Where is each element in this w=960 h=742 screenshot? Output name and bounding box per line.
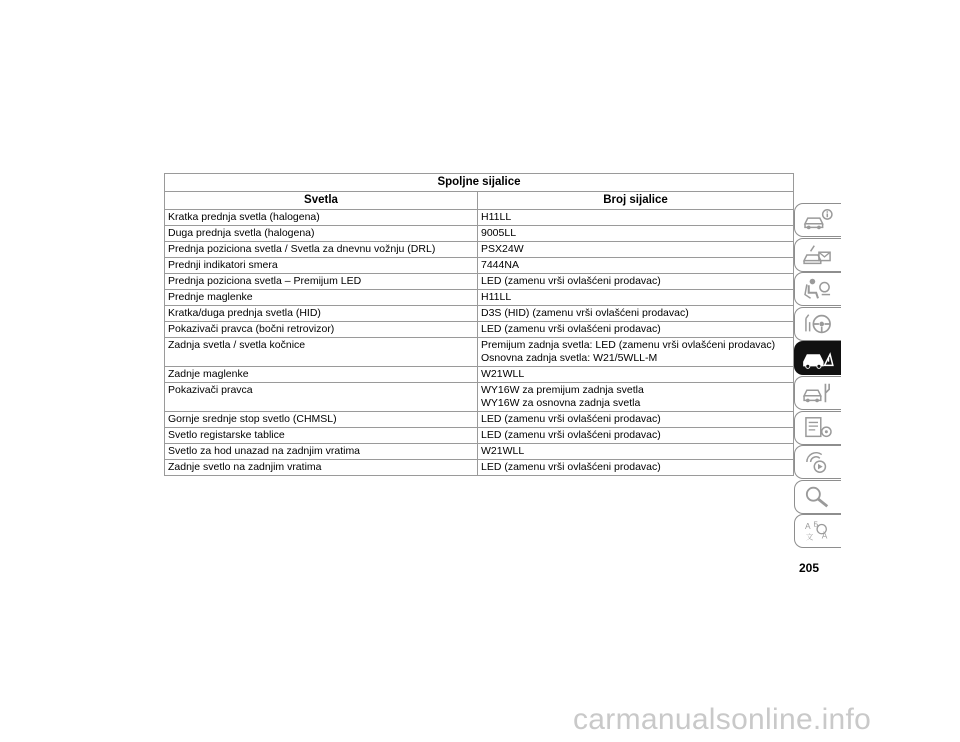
table-row [165, 210, 794, 226]
bulb-cell [478, 322, 794, 338]
bulb-value: WY16W za osnovna zadnja svetla [481, 397, 641, 409]
bulb-cell [478, 444, 794, 460]
bulb-cell [478, 258, 794, 274]
bulb-cell [478, 460, 794, 476]
table-row [165, 383, 794, 412]
car-key-icon [801, 242, 835, 268]
watermark: carmanualsonline.info [573, 703, 872, 736]
bulb-value: LED (zamenu vrši ovlašćeni prodavac) [481, 429, 661, 441]
bulb-value: LED (zamenu vrši ovlašćeni prodavac) [481, 323, 661, 335]
bulb-value: D3S (HID) (zamenu vrši ovlašćeni prodavac) [481, 307, 689, 319]
svg-text:Б: Б [813, 519, 819, 529]
light-cell: Kratka prednja svetla (halogena) [165, 210, 478, 226]
table-title: Spoljne sijalice [165, 174, 794, 192]
table-row [165, 460, 794, 476]
table-row [165, 226, 794, 242]
table-row [165, 412, 794, 428]
light-cell: Zadnje svetlo na zadnjim vratima [165, 460, 478, 476]
bulb-cell [478, 338, 794, 367]
bulb-cell [478, 226, 794, 242]
bulb-cell [478, 367, 794, 383]
bulb-cell [478, 412, 794, 428]
table-row [165, 274, 794, 290]
bulb-value: WY16W za premijum zadnja svetla [481, 384, 644, 396]
bulb-value: H11LL [481, 291, 512, 303]
car-info-icon [801, 207, 835, 233]
light-cell: Gornje srednje stop svetlo (CHMSL) [165, 412, 478, 428]
car-warning-icon [801, 345, 835, 371]
chapter-tab-languages[interactable] [794, 514, 841, 548]
column-header-light: Svetla [165, 192, 478, 210]
chapter-tab-car-info[interactable] [794, 203, 841, 237]
light-cell: Pokazivači pravca [165, 383, 478, 412]
table-row [165, 428, 794, 444]
bulb-value: LED (zamenu vrši ovlašćeni prodavac) [481, 461, 661, 473]
languages-icon [801, 518, 835, 544]
exterior-bulbs-table [164, 173, 794, 476]
bulb-value: H11LL [481, 211, 512, 223]
steering-wheel-icon [801, 311, 835, 337]
bulb-cell [478, 428, 794, 444]
column-header-bulb: Broj sijalice [478, 192, 794, 210]
svg-text:A: A [805, 521, 811, 532]
magnifier-icon [801, 484, 835, 510]
bulb-value: Premijum zadnja svetla: LED (zamenu vrši ovlašćeni prodavac) [481, 339, 776, 351]
bulb-cell [478, 210, 794, 226]
bulb-value: W21WLL [481, 368, 525, 380]
multimedia-icon [801, 449, 835, 475]
light-cell: Svetlo za hod unazad na zadnjim vratima [165, 444, 478, 460]
maintenance-list-icon [801, 415, 835, 441]
bulb-value: LED (zamenu vrši ovlašćeni prodavac) [481, 275, 661, 287]
bulb-value: Osnovna zadnja svetla: W21/5WLL-M [481, 352, 658, 364]
light-cell: Svetlo registarske tablice [165, 428, 478, 444]
table-row [165, 338, 794, 367]
bulb-value: PSX24W [481, 243, 524, 255]
light-cell: Duga prednja svetla (halogena) [165, 226, 478, 242]
table-row [165, 444, 794, 460]
table-row [165, 258, 794, 274]
bulb-value: LED (zamenu vrši ovlašćeni prodavac) [481, 413, 661, 425]
bulb-cell [478, 274, 794, 290]
light-cell: Prednja poziciona svetla / Svetla za dnevnu vožnju (DRL) [165, 242, 478, 258]
chapter-tab-car-wrench[interactable] [794, 376, 841, 410]
light-cell: Prednji indikatori smera [165, 258, 478, 274]
table-row [165, 306, 794, 322]
bulb-cell [478, 383, 794, 412]
svg-text:Ä: Ä [821, 530, 828, 541]
table-row [165, 367, 794, 383]
bulb-cell [478, 242, 794, 258]
table-row [165, 290, 794, 306]
bulb-value: W21WLL [481, 445, 525, 457]
bulb-cell [478, 290, 794, 306]
light-cell: Prednja poziciona svetla – Premijum LED [165, 274, 478, 290]
light-cell: Pokazivači pravca (bočni retrovizor) [165, 322, 478, 338]
chapter-tab-car-key[interactable] [794, 238, 841, 272]
light-cell: Zadnje maglenke [165, 367, 478, 383]
chapter-tab-multimedia[interactable] [794, 445, 841, 479]
bulb-cell [478, 306, 794, 322]
bulb-value: 9005LL [481, 227, 517, 239]
light-cell: Kratka/duga prednja svetla (HID) [165, 306, 478, 322]
bulb-value: 7444NA [481, 259, 519, 271]
page-number: 205 [799, 561, 820, 575]
table-row [165, 242, 794, 258]
light-cell: Prednje maglenke [165, 290, 478, 306]
chapter-tab-car-warning[interactable] [794, 341, 841, 375]
svg-text:文: 文 [805, 532, 814, 542]
chapter-tab-magnifier[interactable] [794, 480, 841, 514]
car-wrench-icon [801, 380, 835, 406]
chapter-tab-maintenance-list[interactable] [794, 411, 841, 445]
table-body [165, 210, 794, 476]
seat-airbag-icon [801, 276, 835, 302]
table-row [165, 322, 794, 338]
chapter-tab-steering-wheel[interactable] [794, 307, 841, 341]
chapter-tab-seat-airbag[interactable] [794, 272, 841, 306]
light-cell: Zadnja svetla / svetla kočnice [165, 338, 478, 367]
